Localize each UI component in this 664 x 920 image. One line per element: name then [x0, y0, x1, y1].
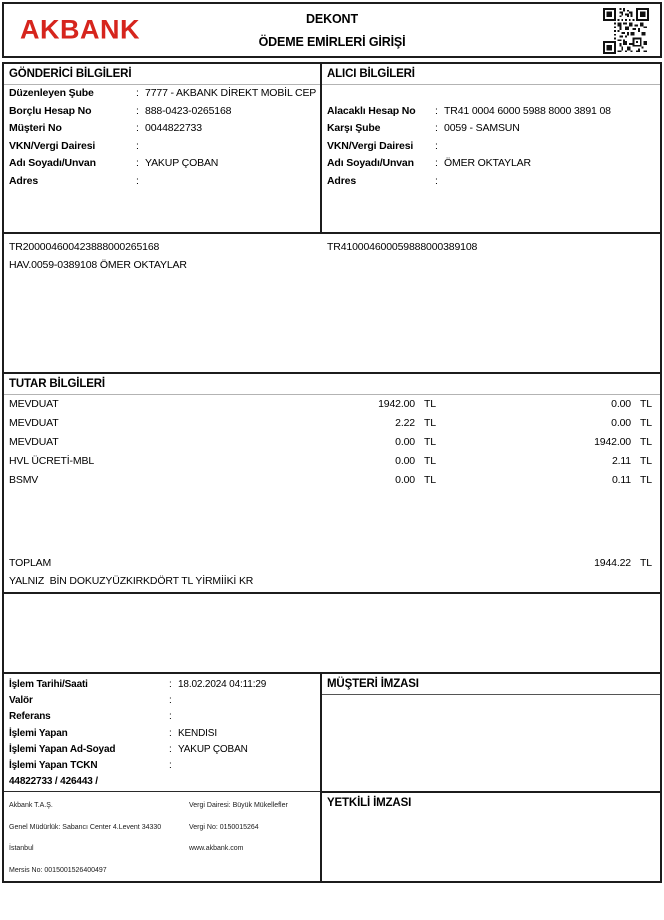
- colon: :: [136, 174, 139, 187]
- receiver-row-name: [322, 155, 660, 173]
- footer-tax-office: Vergi Dairesi: Büyük Mükellefler: [189, 802, 288, 809]
- document-subtitle: ÖDEME EMİRLERİ GİRİŞİ: [258, 34, 406, 49]
- field-label: Borçlu Hesap No: [9, 104, 92, 117]
- colon: :: [169, 679, 172, 690]
- footer-tax-no: Vergi No: 0150015264: [189, 823, 259, 831]
- field-value: [439, 138, 444, 156]
- official-signature-title: YETKİLİ İMZASI: [327, 797, 412, 809]
- transaction-reference-line: 44822733 / 426443 /: [9, 776, 98, 788]
- currency-label: TL: [640, 474, 652, 486]
- customer-signature-title: MÜŞTERİ İMZASI: [322, 674, 660, 695]
- colon: :: [136, 104, 139, 117]
- header-titles: [4, 4, 660, 56]
- txn-row-performed-by-tckn: [4, 758, 320, 774]
- footer-column-left: [9, 795, 189, 881]
- sender-row-debtor-account: [4, 103, 320, 121]
- field-value: 888-0423-0265168: [145, 104, 232, 117]
- field-label: Karşı Şube: [327, 122, 381, 134]
- footer-hq-address: Genel Müdürlük: Sabancı Center 4.Levent 34330: [9, 823, 162, 831]
- colon: :: [136, 157, 139, 169]
- sender-row-customer-no: [4, 120, 320, 138]
- receiver-section: [322, 64, 660, 232]
- field-label: Referans: [9, 711, 51, 723]
- colon: :: [169, 743, 172, 755]
- colon: :: [435, 104, 438, 117]
- txn-row-reference: [4, 709, 320, 725]
- sender-row-tax-office: [4, 138, 320, 156]
- sender-iban: TR200004600423888000265168: [9, 241, 160, 253]
- amount-row: [4, 471, 660, 490]
- amount-label: MEVDUAT: [9, 398, 59, 410]
- amount-row: [4, 452, 660, 471]
- amount-in-words: YALNIZ BİN DOKUZYÜZKIRKDÖRT TL YİRMİİKİ KR: [9, 575, 254, 587]
- colon: :: [136, 139, 139, 152]
- field-value: KENDISI: [178, 727, 217, 739]
- total-amount: 1944.22: [594, 557, 631, 569]
- field-value: ÖMER OKTAYLAR: [444, 157, 531, 169]
- field-label: Adı Soyadı/Unvan: [327, 157, 414, 169]
- references-section: [4, 232, 660, 372]
- transaction-section: [4, 674, 322, 881]
- field-label: İşlemi Yapan: [9, 727, 68, 739]
- currency-label: TL: [424, 436, 436, 448]
- colon: :: [435, 174, 438, 187]
- sender-section: [4, 64, 322, 232]
- debit-amount: 0.00: [395, 455, 415, 467]
- currency-label: TL: [424, 398, 436, 410]
- amount-row: [4, 395, 660, 414]
- sender-row-name: [4, 155, 320, 173]
- field-label: VKN/Vergi Dairesi: [9, 139, 96, 152]
- field-value: [173, 693, 178, 709]
- field-value: YAKUP ÇOBAN: [145, 157, 219, 169]
- txn-row-performed-by: [4, 726, 320, 742]
- sender-row-branch: [4, 85, 320, 103]
- field-value: [140, 173, 145, 191]
- total-row: [4, 554, 660, 573]
- field-value: [439, 173, 444, 191]
- amount-label: MEVDUAT: [9, 417, 59, 429]
- debit-cell: [321, 433, 436, 452]
- txn-row-performed-by-name: [4, 742, 320, 758]
- field-label: VKN/Vergi Dairesi: [327, 139, 414, 152]
- amounts-section: [4, 372, 660, 592]
- currency-label: TL: [640, 455, 652, 467]
- field-value: 18.02.2024 04:11:29: [178, 679, 267, 690]
- field-label: Adres: [327, 174, 357, 187]
- debit-amount: 1942.00: [378, 398, 415, 410]
- field-label: Düzenleyen Şube: [9, 87, 94, 99]
- colon: :: [136, 87, 139, 99]
- txn-row-value-date: [4, 693, 320, 709]
- receiver-row-counter-branch: [322, 120, 660, 138]
- qr-code-icon: [603, 8, 649, 54]
- field-label: İşlemi Yapan Ad-Soyad: [9, 743, 116, 755]
- receiver-row-creditor-account: [322, 103, 660, 121]
- amount-row: [4, 414, 660, 433]
- currency-label: TL: [640, 436, 652, 448]
- field-value: [173, 758, 178, 774]
- field-value: TR41 0004 6000 5988 8000 3891 08: [444, 104, 611, 117]
- colon: :: [435, 157, 438, 169]
- parties-section: [4, 64, 660, 232]
- currency-label: TL: [640, 417, 652, 429]
- field-value: YAKUP ÇOBAN: [178, 743, 248, 755]
- spacer: [4, 490, 660, 554]
- amount-label: HVL ÜCRETİ-MBL: [9, 455, 95, 467]
- field-value: 7777 - AKBANK DİREKT MOBİL CEP: [145, 87, 317, 99]
- amount-row: [4, 433, 660, 452]
- credit-cell: [436, 414, 652, 433]
- colon: :: [435, 122, 438, 134]
- official-signature-box: [322, 791, 660, 881]
- footer-column-right: [189, 795, 320, 881]
- field-label: Adı Soyadı/Unvan: [9, 157, 96, 169]
- colon: :: [136, 122, 139, 134]
- footer-website: www.akbank.com: [189, 845, 244, 852]
- bank-footer: [4, 791, 320, 881]
- field-label: Adres: [9, 174, 39, 187]
- footer-bank-name: Akbank T.A.Ş.: [9, 802, 53, 809]
- credit-amount: 2.11: [611, 455, 631, 467]
- receiver-row-address: [322, 173, 660, 191]
- debit-cell: [321, 414, 436, 433]
- colon: :: [435, 139, 438, 152]
- footer-mersis-no: Mersis No: 0015001526400497: [9, 866, 107, 874]
- debit-cell: [321, 395, 436, 414]
- currency-label: TL: [424, 474, 436, 486]
- amount-label: BSMV: [9, 474, 39, 486]
- currency-label: TL: [640, 398, 652, 410]
- transfer-description-line: [4, 256, 660, 274]
- bottom-section: [4, 672, 660, 881]
- field-value: [173, 709, 178, 725]
- field-label: Müşteri No: [9, 122, 62, 134]
- receiver-row-tax-office: [322, 138, 660, 156]
- total-cell: [436, 554, 652, 573]
- receipt-header: [2, 2, 662, 58]
- currency-label: TL: [424, 455, 436, 467]
- receipt-body: [2, 62, 662, 883]
- transfer-description: HAV.0059-0389108 ÖMER OKTAYLAR: [9, 259, 187, 271]
- credit-cell: [436, 433, 652, 452]
- credit-cell: [436, 395, 652, 414]
- receiver-iban: TR410004600059888000389108: [327, 241, 478, 253]
- footer-city: İstanbul: [9, 845, 34, 852]
- iban-line: [4, 238, 660, 256]
- debit-cell: [321, 452, 436, 471]
- debit-amount: 0.00: [395, 474, 415, 486]
- akbank-logo: AKBANK: [20, 14, 140, 45]
- field-label: İşlemi Yapan TCKN: [9, 760, 98, 772]
- empty-section: [4, 592, 660, 672]
- currency-label: TL: [640, 557, 652, 569]
- currency-label: TL: [424, 417, 436, 429]
- amounts-section-title: TUTAR BİLGİLERİ: [4, 374, 660, 395]
- receiver-section-title: ALICI BİLGİLERİ: [322, 64, 660, 85]
- credit-amount: 0.00: [611, 398, 631, 410]
- signatures-section: [322, 674, 660, 881]
- sender-section-title: GÖNDERİCİ BİLGİLERİ: [4, 64, 320, 85]
- field-label: Valör: [9, 695, 33, 707]
- colon: :: [169, 695, 172, 707]
- txn-row-datetime: [4, 677, 320, 693]
- field-label: İşlem Tarihi/Saati: [9, 679, 88, 690]
- credit-amount: 1942.00: [594, 436, 631, 448]
- sender-row-address: [4, 173, 320, 191]
- colon: :: [169, 727, 172, 739]
- credit-amount: 0.11: [611, 474, 631, 486]
- debit-cell: [321, 471, 436, 490]
- document-title: DEKONT: [306, 11, 358, 26]
- amount-label: MEVDUAT: [9, 436, 59, 448]
- colon: :: [169, 760, 172, 772]
- total-label: TOPLAM: [9, 557, 52, 569]
- credit-cell: [436, 452, 652, 471]
- transaction-details: [4, 674, 320, 791]
- spacer: [322, 85, 660, 103]
- credit-cell: [436, 471, 652, 490]
- field-label: Alacaklı Hesap No: [327, 104, 416, 117]
- field-value: 0059 - SAMSUN: [444, 122, 520, 134]
- field-value: 0044822733: [145, 122, 202, 134]
- debit-amount: 2.22: [395, 417, 415, 429]
- field-value: [140, 138, 145, 156]
- debit-amount: 0.00: [395, 436, 415, 448]
- colon: :: [169, 711, 172, 723]
- customer-signature-box: [322, 674, 660, 791]
- credit-amount: 0.00: [611, 417, 631, 429]
